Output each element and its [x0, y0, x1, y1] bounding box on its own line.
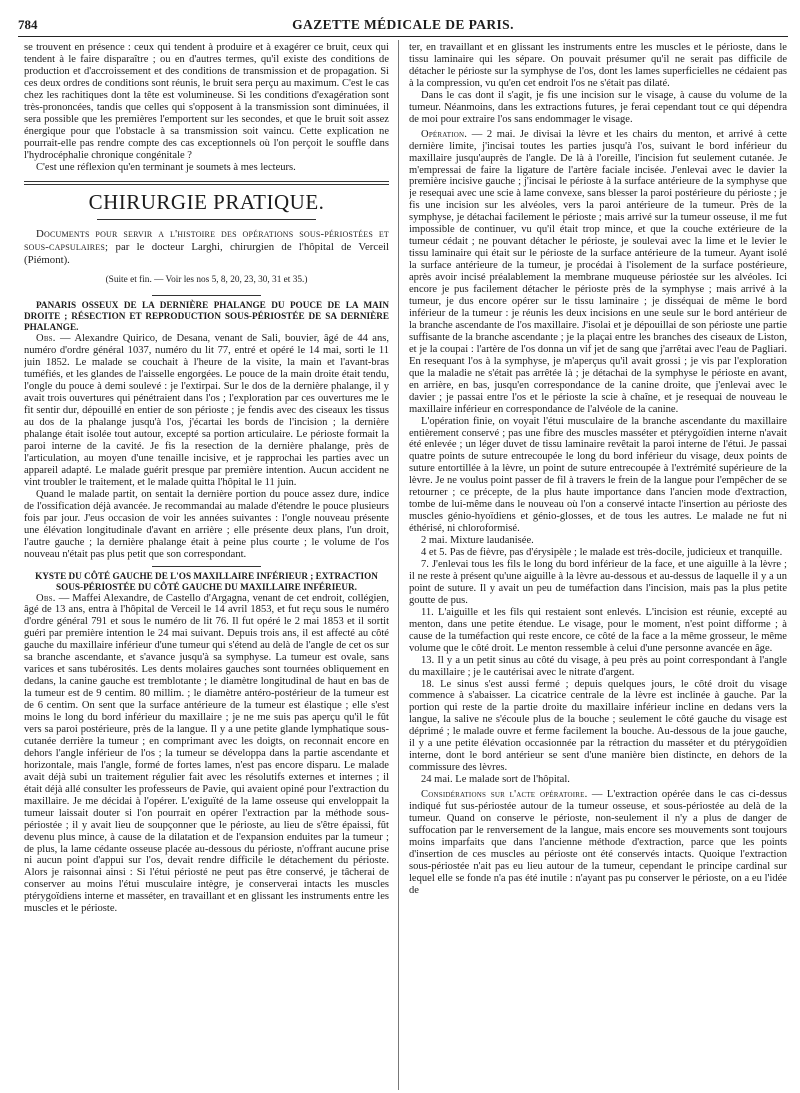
- section-rule-bottom: [97, 219, 316, 220]
- intro-paragraph-2: C'est une réflexion qu'en terminant je soumets à mes lecteurs.: [36, 161, 296, 173]
- intro-paragraph-1: se trouvent en présence : ceux qui tendent à produire et à exagérer ce bruit, ceux qui tendent à le faire disparaître ; ou en d'autres termes, qu'il existe des conditions de production et d'accroissement et des conditions de transmission et de propagation. Si ces deux ordres de conditions sont réunis, le bruit sera perçu au maximum. C'est le cas chez les rachitiques dont la tête est volumineuse. Si les conditions d'exagération sont très-prononcées, tandis que celles qui s'opposent à la transmission sont diminuées, il sera possible que les premières l'emportent sur les secondes, et que le bruit soit assez énergique pour que l'obstacle à sa transmission soit vaincu. Cette explication ne pourrait-elle pas rendre compte des cas exceptionnels où l'on perçoit le souffle dans l'hydrocéphalie chronique congénitale ?: [24, 42, 389, 161]
- continuation-note: (Suite et fin. — Voir les nos 5, 8, 20, 23, 30, 31 et 35.): [105, 275, 308, 286]
- right-paragraph-continued: ter, en travaillant et en glissant les instruments entre les muscles et le périoste, dans le tissu laminaire qui les sépare. On pouvait présumer qu'il ne serait pas difficile de détacher le périoste sur la symphyse de l'os, dont les lames superficielles ne cédaient pas à la compression, vu qu'en cet endroit l'os ne s'était pas dilaté.: [409, 42, 787, 89]
- section-rule-top: [24, 181, 389, 185]
- case-2-title: KYSTE DU CÔTÉ GAUCHE DE L'OS MAXILLAIRE INFÉRIEUR ; EXTRACTION SOUS-PÉRIOSTÉE DU CÔTÉ GAUCHE DU MAXILLAIRE INFÉRIEUR.: [35, 570, 378, 592]
- operation-lead: Opération.: [421, 128, 468, 140]
- day-24-entry: 24 mai. Le malade sort de l'hôpital.: [421, 774, 570, 786]
- case-1-lead: Obs.: [36, 333, 56, 345]
- case-2-text: — Maffei Alexandre, de Castello d'Argagna, venant de cet endroit, collégien, âgé de 13 ans, entra à l'hôpital de Verceil le 14 avril 1853, et fut reçu sous le numéro d'ordre général 791 et sous le numéro de lit 76. Il fut opéré le 2 mai 1853 et il sortit guéri par première intention le 24 mai suivant. Depuis trois ans, il est affecté au côté gauche du maxillaire inférieur d'une tumeur qui s'étend au delà de l'angle de cet os sur sa branche ascendante, et s'avance jusqu'à sa symphyse. La tumeur est ovale, sans varices et sans tubérosités. Les dents molaires gauches sont tournées obliquement en dedans, la canine gauche est tremblotante ; le diamètre longitudinal de haut en bas de la tumeur est de 9 centim. 80 millim. ; le diamètre antéro-postérieur de la tumeur est de 6 centim. On sent que la surface antérieure de la tumeur est élastique ; elle s'est moins le long du bord inférieur du maxillaire ; je ne me suis pas aperçu qu'il le fût vers sa paroi postérieure, près de la langue. Il y a une petite glande lymphatique sous-cutanée derrière la tumeur ; en comprimant avec les doigts, on reconnait encore en dehors l'angle inférieur de l'os ; la tumeur se développa dans la partie ascendante et horizontale, mais l'angle, formé de fortes lames, n'est pas encore disparu. Le malade avait déjà subi un traitement régulier fait avec les résolutifs externes et internes ; il était déjà allé consulter les professeurs de Pavie, qui avaient opiné pour l'extraction du maxillaire. Je me décidai à l'opérer. L'exiguïté de la lame osseuse qui enveloppait la tumeur laissait douter si l'on pourrait en opérer l'extraction par la méthode sous-périostée ; il y avait lieu de soupçonner que le périoste, au lieu de s'être épaissi, fût devenu plus mince, à cause de la dilatation et de l'expansion enduites par la tumeur ; de plus, la lame cédante osseuse placée au-dessous du périoste, n'offrant aucune prise ni aucun point d'appui sur l'os, devait rendre difficile le détachement du périoste. Alors je raisonnai ainsi : Si l'étui périosté ne peut pas être conservé, je tâcherai de conserver au moins l'étui musculaire intègre, je conserverai intacts les muscles ptérygoïdiens interne et masséter, en travaillant et en glissant les instruments entre les muscles et le périoste.: [24, 592, 389, 915]
- considerations-paragraph: [409, 789, 787, 897]
- page-header: [18, 10, 788, 37]
- operation-end-paragraph: L'opération finie, on voyait l'étui musculaire de la branche ascendante du maxillaire entièrement conservé ; pas une fibre des muscles masséter et ptérygoïdien interne n'avait été enlevée ; un léger duvet de tissu laminaire revêtait la paroi interne de l'étui. Je passai quatre points de suture entrecoupée le long du bord inférieur du visage, deux points de suture entortillée à la lèvre, un point de suture entrecoupée à l'extrémité supérieure de la lèvre. Je ne voulus point passer de fil à travers le frein de la langue pour l'empêcher de se retourner ; ce précepte, de la plus haute importance dans l'ancien mode d'extraction, tombe de lui-même dans le nouveau où l'on a conservé intacte l'insertion au périoste des muscles génio-hyoïdiens et génio-glosses, et de tous les autres. Le malade ne fut ni éthérisé, ni chloroformisé.: [409, 415, 787, 535]
- day-2-entry: 2 mai. Mixture laudanisée.: [421, 535, 534, 547]
- case-1-title: PANARIS OSSEUX DE LA DERNIÈRE PHALANGE DU POUCE DE LA MAIN DROITE ; RÉSECTION ET REPRODUCTION SOUS-PÉRIOSTÉE DE SA DERNIÈRE PHALANGE.: [24, 300, 389, 333]
- day-4-entry: 4 et 5. Pas de fièvre, pas d'érysipèle ; le malade est très-docile, judicieux et tranquille.: [421, 547, 783, 559]
- case-1-paragraph-1: [24, 333, 389, 488]
- day-7-entry: 7. J'enlevai tous les fils le long du bord inférieur de la face, et une aiguille à la lèvre ; il ne reste à présent qu'une aiguille à la lèvre au-dessous et au-dessus de laquelle il y a un point de suture. Il y avait un peu de tuméfaction dans l'incision, mais pas la plus petite goutte de pus.: [409, 558, 787, 606]
- page-number: 784: [18, 17, 38, 32]
- document-title: [24, 228, 389, 267]
- operation-paragraph: [409, 129, 787, 416]
- document-title-main: Documents pour servir a l'histoire des opérations sous-périostées et sous-capsulaires;: [24, 228, 389, 254]
- considerations-lead: Considérations sur l'acte opératoire.: [421, 789, 588, 801]
- section-title: CHIRURGIE PRATIQUE.: [88, 190, 325, 215]
- case-2-lead: Obs.: [36, 592, 56, 604]
- case1-rule: [152, 295, 262, 296]
- right-paragraph-case: Dans le cas dont il s'agit, je fis une incision sur le visage, à cause du volume de la tumeur. Néanmoins, dans les extractions futures, je ferai cependant tout ce qui dépendra de moi pour extraire l'os sans endommager le visage.: [409, 89, 787, 125]
- day-18-entry: 18. Le sinus s'est aussi fermé ; depuis quelques jours, le côté droit du visage commence à s'abaisser. La cicatrice centrale de la lèvre est inclinée à gauche. Par la portion qui reste de la partie droite du maxillaire inférieur incline en dedans vers la langue, la salive ne s'écoule plus de la bouche ; seulement le côté gauche du visage est déprimé ; le malade ouvre et ferme facilement la bouche. Au-dessous de la joue gauche, il y a une petite élévation occasionnée par la rétraction du masséter et du ptérygoïdien interne, dont le bord antérieur se sent d'une manière bien distincte, en dehors de la commissure des lèvres.: [409, 678, 787, 774]
- operation-text: — 2 mai. Je divisai la lèvre et les chairs du menton, et arrivé à cette dernière limite, j'incisai toutes les parties jusqu'à l'os, suivant le bord inférieur du maxillaire jusqu'auprès de l'angle. De là à l'oreille, l'incision fut seulement cutanée. Je m'empressai de faire la ligature de l'artère faciale incisée. J'enlevai avec le davier la première incisive gauche ; j'incisai le périoste à la surface antérieure de la symphyse que je resequai avec une scie à lame convexe, sans blesser la paroi postérieure du périoste ; je fis une incision sur les alvéoles, vers la paroi antérieure de la tumeur. Près de la symphyse, je détachai facilement le périoste ; mais arrivé sur la tumeur osseuse, il me fut impossible de continuer, vu qu'il était trop mince, et que la couche extérieure de la tumeur cédait ; ne pouvant détacher le périoste, je soulevai avec la lime et le levier le tissu laminaire qui était sur le périoste de la surface antérieure de la tumeur. Ayant isolé la surface antérieure de la tumeur, je procédai à l'isolement de la surface postérieure, après avoir incisé préalablement la membrane muqueuse périostée sur les alvéoles. Ici encore je pus facilement détacher le périoste près de la symphyse ; mais arrivé à la tumeur, je dus encore opérer sur le tissu laminaire ; je disséquai de même le bord inférieur de la tumeur : je réunis les deux incisions en une seule sur le bord antérieur de la branche ascendante de l'os maxillaire. J'isolai et je dépouillai de son périoste une partie suffisante de la branche ascendante ; je la plaçai entre les branches des ciseaux de Liston, et je la coupai : l'artère de l'os donna un vif jet de sang que j'arrêtai avec l'eau de Pagliari. En resequant l'os à la symphyse, je m'aperçus qu'il avait grossi ; je vis par l'exploration que la maladie ne s'était pas arrêtée là ; je détachai de la symphyse le périoste en avant, en arrière, en bas, jusqu'en correspondance de la canine droite, que j'enlevai avec le davier ; je passai entre l'os et le périoste la scie à chaîne, et je resequai de nouveau le maxillaire inférieur en correspondance de l'alvéole de la canine.: [409, 128, 787, 415]
- case-1-paragraph-2: Quand le malade partit, on sentait la dernière portion du pouce assez dure, indice de l'ossification déjà avancée. Je recommandai au malade d'étendre le pouce plusieurs fois par jour. J'eus occasion de voir les années suivantes : l'ongle nouveau présente une élévation longitudinale d'avant en arrière ; elle présente deux plans, l'un droit, l'autre gauche ; la dernière phalange était à peine plus courte ; le volume de l'os nouveau n'était pas plus petit que son correspondant.: [24, 488, 389, 560]
- journal-title: GAZETTE MÉDICALE DE PARIS.: [292, 17, 514, 32]
- day-13-entry: 13. Il y a un petit sinus au côté du visage, à peu près au point correspondant à l'angle du maxillaire ; je le cautérisai avec le nitrate d'argent.: [409, 654, 787, 678]
- right-column: [409, 42, 787, 1087]
- left-column: [24, 42, 389, 1087]
- case2-rule: [152, 566, 262, 567]
- column-divider: [398, 40, 399, 1090]
- day-11-entry: 11. L'aiguille et les fils qui restaient sont enlevés. L'incision est réunie, excepté au menton, dans une petite étendue. Le visage, pour le moment, n'est point difforme ; à cause de la tuméfaction qui reste encore, ce côté de la face a la même grosseur, le même volume que le côté droit. Le menton ressemble à celui d'une personne avancée en âge.: [409, 606, 787, 654]
- considerations-text: — L'extraction opérée dans le cas ci-dessus indiqué fut sus-périostée autour de la tumeur osseuse, et sous-périostée au delà de la tumeur. Quand on conserve le périoste, non-seulement il n'y a plus de danger de suffocation par le renversement de la langue, mais encore ses mouvements sont toujours moins imparfaits que dans l'ancienne méthode d'extraction, parce que les points d'insertion de ces muscles au périoste ont été conservés intacts. Quoique l'extraction sous-périostée n'ait pas eu lieu autour de la tumeur, cependant le principe cardinal sur lequel elle se fonde n'a pas été inutile : n'ayant pas pu conserver le périoste, on a eu l'idée de: [409, 789, 787, 896]
- case-2-paragraph-1: [24, 593, 389, 916]
- case-1-text: — Alexandre Quirico, de Desana, venant de Sali, bouvier, âgé de 44 ans, numéro d'ordre général 1037, numéro du lit 77, entré et opéré le 14 mai, sorti le 11 juin 1852. Le malade se couchait à l'heure de la visite, la main et l'avant-bras tuméfiés, et les glandes de l'aisselle engorgées. Le pouce de la main droite était tendu, l'ongle du pouce à demi soulevé : je l'extirpai. Sur le dos de la dernière phalange, il y avait trois ouvertures qui pénétraient dans l'os ; l'exploration par ces ouvertures me le fit sentir dur, dépouillé en entier de son périoste ; je fendis avec des ciseaux les tissus au dos de la phalange jusqu'à l'os, j'écartai les bords de l'incision ; la dernière phalange était isolée tout autour, excepté sa portion articulaire. Le périoste formait la paroi interne de la cavité. Je fis la resection de la dernière phalange, près de l'articulation, au moyen d'une tenaille incisive, et je rapprochai les parties avec un appareil adapté. Le malade guérit presque par première intention. Aucun accident ne vint troubler le traitement, et le malade quitta l'hôpital le 11 juin.: [24, 333, 389, 488]
- document-title-author: par le docteur Larghi, chirurgien de l'hôpital de Verceil (Piémont).: [24, 241, 389, 267]
